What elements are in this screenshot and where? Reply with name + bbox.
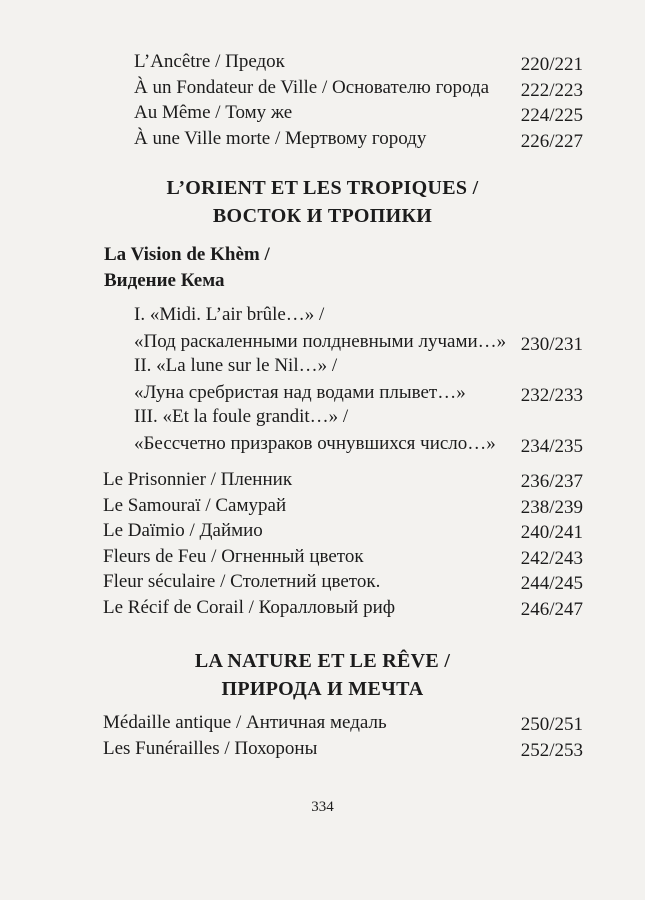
entry-title: Au Même / Тому же bbox=[134, 102, 293, 123]
entry-pages: 238/239 bbox=[520, 497, 583, 518]
entry-title: À une Ville morte / Мертвому городу bbox=[134, 128, 427, 149]
entry-pages: 224/225 bbox=[520, 105, 583, 126]
entry-title: L’Ancêtre / Предок bbox=[134, 51, 285, 72]
entry-pages: 250/251 bbox=[520, 714, 583, 735]
item-title-ru: «Бессчетно призраков очнувшихся число…» bbox=[134, 433, 496, 454]
item-title-fr: III. «Et la foule grandit…» / bbox=[134, 406, 349, 427]
entry-pages: 234/235 bbox=[520, 436, 583, 457]
item-title-ru: «Луна сребристая над водами плывет…» bbox=[134, 382, 466, 403]
item-title-fr: II. «La lune sur le Nil…» / bbox=[134, 355, 338, 376]
section-heading-ru: ПРИРОДА И МЕЧТА bbox=[221, 678, 424, 700]
entry-title: Les Funérailles / Похороны bbox=[103, 738, 318, 759]
entry-pages: 242/243 bbox=[520, 548, 583, 569]
entry-pages: 222/223 bbox=[520, 80, 583, 101]
subsection-title-ru: Видение Кема bbox=[104, 270, 225, 291]
entry-title: Médaille antique / Античная медаль bbox=[103, 712, 387, 733]
section-heading-fr: LA NATURE ET LE RÊVE / bbox=[194, 650, 451, 672]
entry-pages: 226/227 bbox=[520, 131, 583, 152]
entry-pages: 220/221 bbox=[520, 54, 583, 75]
entry-title: Fleurs de Feu / Огненный цветок bbox=[103, 546, 364, 567]
entry-pages: 244/245 bbox=[520, 573, 583, 594]
page-number: 334 bbox=[311, 799, 334, 815]
item-title-fr: I. «Midi. L’air brûle…» / bbox=[134, 304, 325, 325]
entry-pages: 232/233 bbox=[520, 385, 583, 406]
entry-title: À un Fondateur de Ville / Основателю города bbox=[134, 77, 489, 98]
entry-title: Le Samouraï / Самурай bbox=[103, 495, 287, 516]
item-title-ru: «Под раскаленными полдневными лучами…» bbox=[134, 331, 507, 352]
section-heading-ru: ВОСТОК И ТРОПИКИ bbox=[212, 205, 433, 227]
entry-title: Le Récif de Corail / Коралловый риф bbox=[103, 597, 396, 618]
entry-pages: 230/231 bbox=[520, 334, 583, 355]
entry-pages: 252/253 bbox=[520, 740, 583, 761]
entry-title: Fleur séculaire / Столетний цветок. bbox=[103, 571, 381, 592]
entry-pages: 240/241 bbox=[520, 522, 583, 543]
entry-pages: 236/237 bbox=[520, 471, 583, 492]
subsection-title-fr: La Vision de Khèm / bbox=[104, 244, 270, 265]
entry-title: Le Prisonnier / Пленник bbox=[103, 469, 293, 490]
entry-pages: 246/247 bbox=[520, 599, 583, 620]
section-heading-fr: L’ORIENT ET LES TROPIQUES / bbox=[166, 177, 479, 199]
entry-title: Le Daïmio / Даймио bbox=[103, 520, 263, 541]
